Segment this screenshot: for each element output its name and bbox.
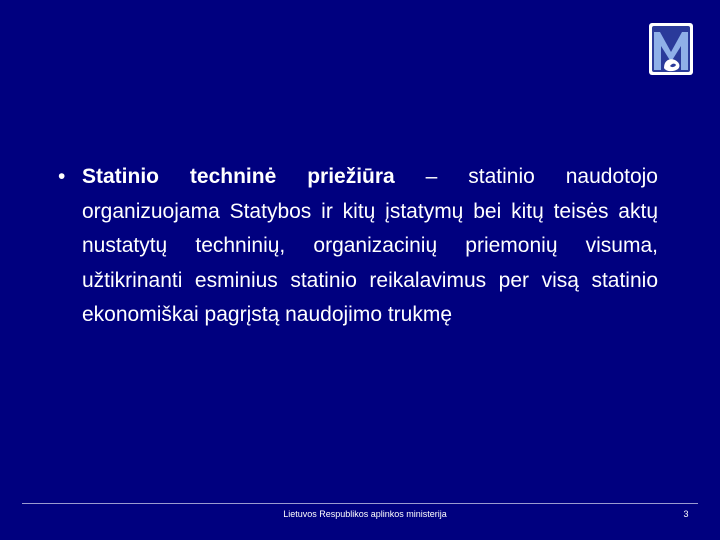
bullet-marker: • <box>58 165 66 188</box>
definition-text: – statinio naudotojo organizuojama Statybos ir kitų įstatymų bei kitų teisės aktų nustatytų techninių, organizacinių priemonių visuma, užtikrinanti esminius statinio reikalavimus per visą statinio ekonomiškai pagrįstą naudojimo trukmę <box>82 165 658 326</box>
page-number: 3 <box>683 509 689 519</box>
slide-content <box>58 160 658 333</box>
ministry-logo-icon <box>648 22 694 76</box>
definition-term: Statinio techninė priežiūra <box>82 165 395 188</box>
bullet-item <box>58 160 658 333</box>
definition-paragraph <box>82 160 658 333</box>
footer-organization: Lietuvos Respublikos aplinkos ministerija <box>283 509 447 519</box>
footer-divider <box>22 503 698 504</box>
